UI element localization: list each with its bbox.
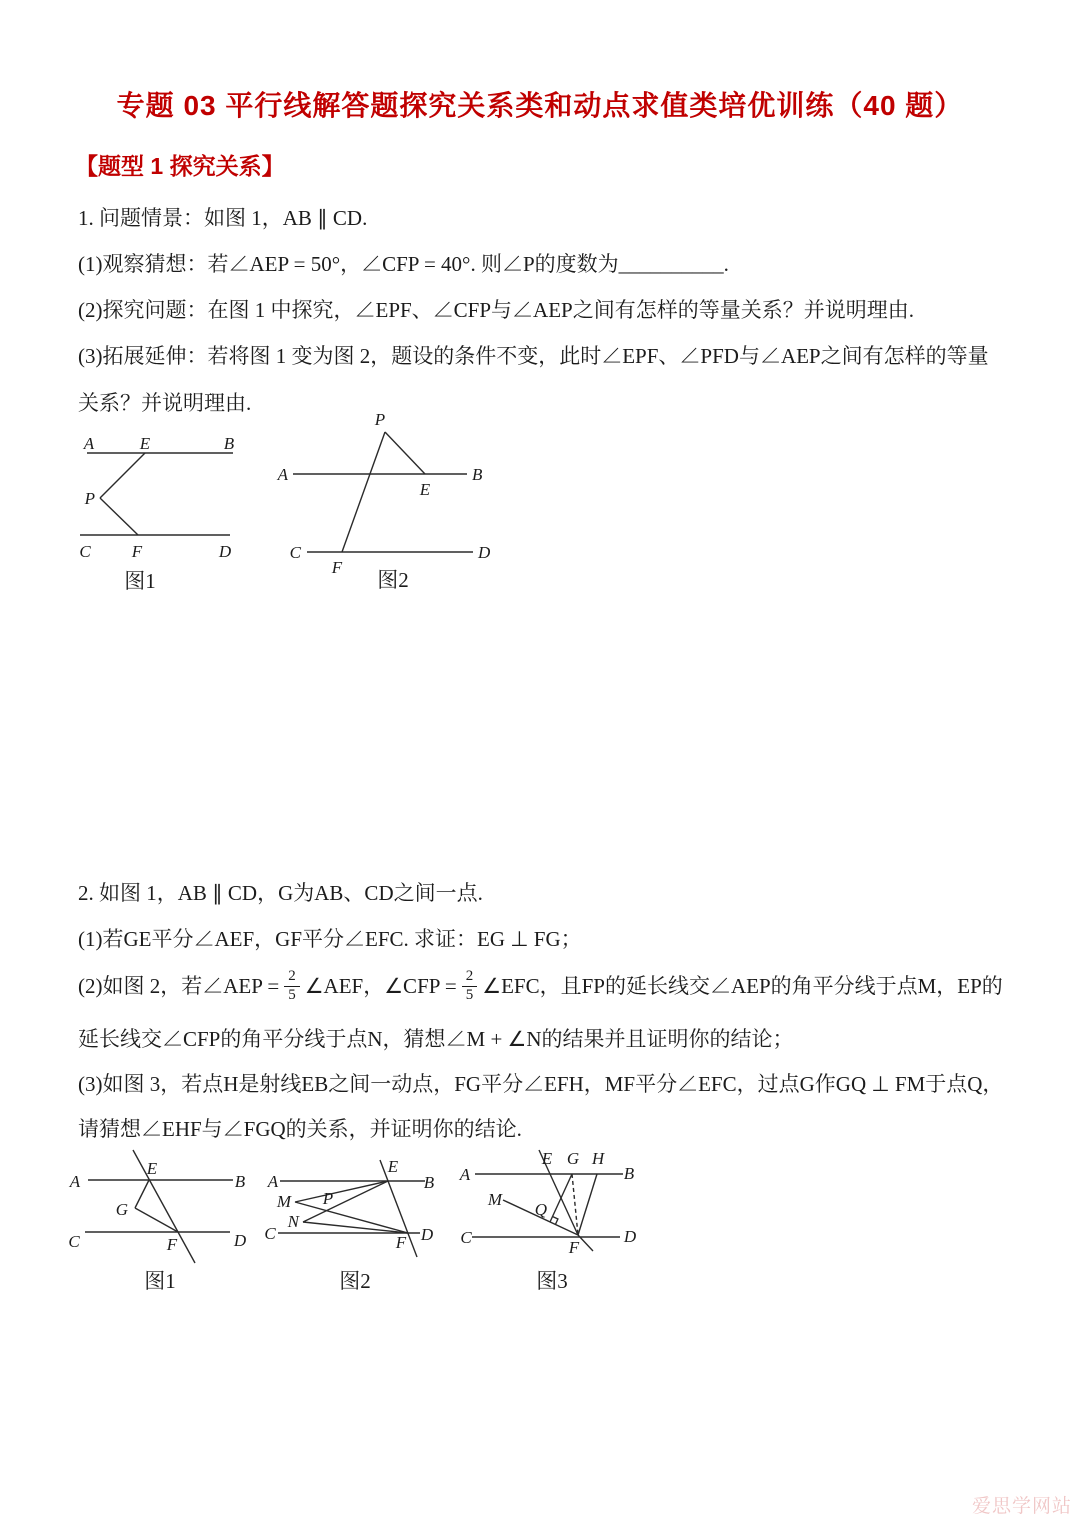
problem2-part3b: 请猜想∠EHF与∠FGQ的关系，并证明你的结论. (78, 1117, 522, 1141)
p2q2-post: ∠EFC，且FP的延长线交∠AEP的角平分线于点M，EP的 (482, 974, 1003, 998)
point-label-b: B (472, 465, 483, 484)
problem2-part1: (1)若GE平分∠AEF，GF平分∠EFC. 求证：EG ⊥ FG； (78, 927, 582, 951)
point-label-a: A (83, 434, 95, 453)
point-label-a: A (459, 1165, 471, 1184)
point-label-c: C (289, 543, 301, 562)
figure-caption: 图2 (339, 1269, 371, 1293)
figure-caption: 图3 (536, 1269, 568, 1293)
figure-problem2-fig3 (452, 1147, 647, 1297)
point-label-a: A (267, 1172, 279, 1191)
figure-caption: 图1 (144, 1269, 176, 1293)
problem1-part2: (2)探究问题：在图 1 中探究，∠EPF、∠CFP与∠AEP之间有怎样的等量关系？并说明理由. (78, 298, 914, 322)
point-label-d: D (420, 1225, 434, 1244)
point-label-d: D (623, 1227, 637, 1246)
fraction-two-fifths: $\frac{2}{5}$ (462, 969, 478, 1004)
figure-caption: 图1 (124, 569, 156, 593)
figure-problem1-fig2 (268, 405, 503, 610)
figure-problem2-fig2 (255, 1147, 440, 1297)
point-label-e: E (387, 1157, 399, 1176)
problem1-part3b: 关系？并说明理由. (78, 391, 252, 415)
point-label-h: H (591, 1149, 605, 1168)
point-label-f: F (166, 1235, 178, 1254)
point-label-b: B (234, 1172, 246, 1191)
point-label-d: D (233, 1231, 247, 1250)
figure-problem1-fig1 (65, 418, 265, 608)
point-label-a: A (277, 465, 288, 484)
point-label-p: P (84, 489, 95, 508)
point-label-m: M (487, 1190, 502, 1209)
point-label-a: A (69, 1172, 81, 1191)
page-title: 专题 03 平行线解答题探究关系类和动点求值类培优训练（40 题） (116, 90, 964, 121)
problem2-intro: 2. 如图 1，AB ∥ CD，G为AB、CD之间一点. (78, 881, 483, 905)
point-label-m: M (276, 1192, 291, 1211)
problem1-intro: 1. 问题情景：如图 1，AB ∥ CD. (78, 206, 368, 230)
point-label-f: F (331, 558, 343, 577)
problem2-part2b: 延长线交∠CFP的角平分线于点N，猜想∠M + ∠N的结果并且证明你的结论； (78, 1027, 794, 1051)
figure-problem2-fig1 (60, 1147, 255, 1297)
point-label-b: B (623, 1164, 635, 1183)
point-label-c: C (460, 1228, 472, 1247)
point-label-c: C (264, 1224, 276, 1243)
point-label-q: Q (534, 1200, 547, 1219)
point-label-f: F (131, 542, 143, 561)
point-label-b: B (423, 1173, 435, 1192)
point-label-b: B (223, 434, 235, 453)
point-label-f: F (568, 1238, 580, 1257)
site-watermark: 爱思学网站 (971, 1496, 1072, 1517)
point-label-p: P (374, 410, 386, 429)
section-header: 【题型 1 探究关系】 (75, 153, 285, 179)
point-label-e: E (139, 434, 151, 453)
point-label-p: P (322, 1189, 334, 1208)
figure-caption: 图2 (377, 568, 409, 592)
point-label-e: E (541, 1149, 553, 1168)
problem1-part3a: (3)拓展延伸：若将图 1 变为图 2，题设的条件不变，此时∠EPF、∠PFD与∠AEP之间有怎样的等量 (78, 344, 989, 368)
point-label-n: N (287, 1212, 299, 1231)
point-label-d: D (478, 543, 491, 562)
p2q2-pre: (2)如图 2，若∠AEP = (78, 974, 280, 998)
point-label-c: C (68, 1232, 80, 1251)
point-label-c: C (79, 542, 91, 561)
point-label-d: D (218, 542, 232, 561)
problem2-part2a (78, 962, 1003, 1010)
point-label-f: F (395, 1233, 407, 1252)
point-label-g: G (566, 1149, 580, 1168)
point-label-e: E (146, 1159, 158, 1178)
problem1-part1: (1)观察猜想：若∠AEP = 50°，∠CFP = 40°. 则∠P的度数为__________. (78, 252, 729, 276)
point-label-g: G (115, 1200, 128, 1219)
fraction-two-fifths: $\frac{2}{5}$ (284, 969, 300, 1004)
problem2-part3a: (3)如图 3，若点H是射线EB之间一动点，FG平分∠EFH，MF平分∠EFC，过点G作GQ ⊥ FM于点Q， (78, 1072, 1004, 1096)
p2q2-mid: ∠AEF，∠CFP = (304, 974, 457, 998)
point-label-e: E (419, 480, 431, 499)
